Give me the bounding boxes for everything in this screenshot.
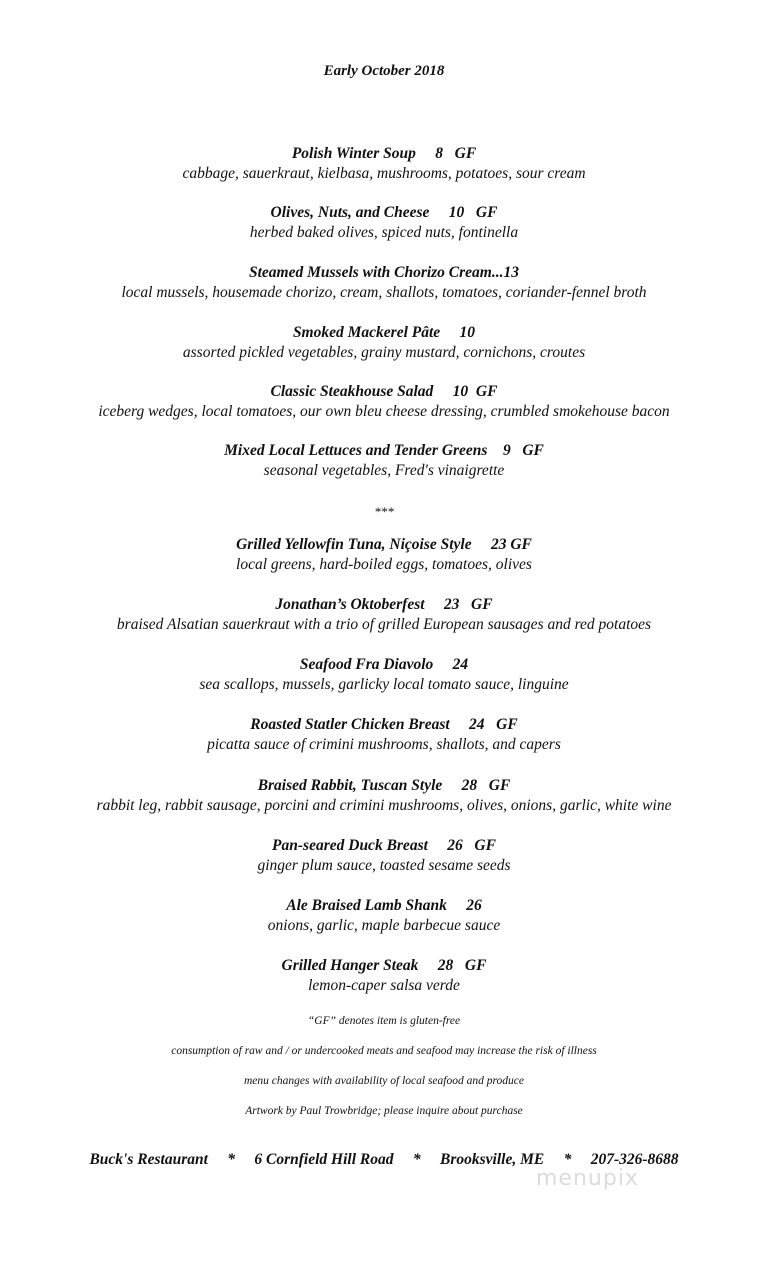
item-title: Polish Winter Soup 8 GF (291, 145, 477, 162)
menu-item (0, 956, 768, 996)
item-description: lemon-caper salsa verde (308, 977, 460, 994)
health-warning-note: consumption of raw and / or undercooked meats and seafood may increase the risk of illness (171, 1045, 597, 1057)
item-description: iceberg wedges, local tomatoes, our own bleu cheese dressing, crumbled smokehouse bacon (98, 403, 670, 420)
item-description: cabbage, sauerkraut, kielbasa, mushrooms, potatoes, sour cream (182, 165, 586, 182)
item-title: Jonathan’s Oktoberfest 23 GF (275, 596, 493, 613)
menu-item (0, 441, 768, 481)
item-title: Steamed Mussels with Chorizo Cream...13 (248, 264, 519, 281)
item-description: rabbit leg, rabbit sausage, porcini and crimini mushrooms, olives, onions, garlic, white wine (96, 797, 672, 814)
item-description: picatta sauce of crimini mushrooms, shallots, and capers (207, 736, 561, 753)
item-description: assorted pickled vegetables, grainy mustard, cornichons, croutes (182, 344, 586, 361)
menu-item (0, 382, 768, 422)
item-description: onions, garlic, maple barbecue sauce (267, 917, 501, 934)
item-title: Grilled Hanger Steak 28 GF (281, 957, 487, 974)
item-description: sea scallops, mussels, garlicky local tomato sauce, linguine (199, 676, 569, 693)
menu-item (0, 595, 768, 635)
menu-item (0, 203, 768, 243)
menu-heading: Early October 2018 (323, 63, 445, 79)
section-separator: *** (374, 504, 394, 519)
item-description: braised Alsatian sauerkraut with a trio of grilled European sausages and red potatoes (116, 616, 652, 633)
menu-item (0, 715, 768, 755)
item-title: Smoked Mackerel Pâte 10 (292, 324, 476, 341)
item-description: seasonal vegetables, Fred's vinaigrette (263, 462, 505, 479)
item-title: Seafood Fra Diavolo 24 (299, 656, 469, 673)
menu-item (0, 836, 768, 876)
item-description: ginger plum sauce, toasted sesame seeds (257, 857, 511, 874)
item-title: Roasted Statler Chicken Breast 24 GF (250, 716, 518, 733)
item-title: Classic Steakhouse Salad 10 GF (270, 383, 498, 400)
menu-item (0, 535, 768, 575)
item-title: Ale Braised Lamb Shank 26 (286, 897, 482, 914)
item-description: local greens, hard-boiled eggs, tomatoes, olives (236, 556, 532, 573)
menu-item (0, 144, 768, 184)
item-title: Olives, Nuts, and Cheese 10 GF (270, 204, 498, 221)
menu-item (0, 896, 768, 936)
gluten-free-note: “GF” denotes item is gluten-free (307, 1015, 461, 1027)
menu-changes-note: menu changes with availability of local seafood and produce (243, 1075, 524, 1087)
menu-item (0, 263, 768, 303)
menu-item (0, 776, 768, 816)
artwork-note: Artwork by Paul Trowbridge; please inquire about purchase (245, 1105, 523, 1117)
item-title: Braised Rabbit, Tuscan Style 28 GF (257, 777, 511, 794)
menu-item (0, 323, 768, 363)
item-description: herbed baked olives, spiced nuts, fontinella (249, 224, 519, 241)
menu-item (0, 655, 768, 695)
restaurant-footer: Buck's Restaurant * 6 Cornfield Hill Road * Brooksville, ME * 207-326-8688 (89, 1151, 679, 1168)
watermark-logo: menupix (536, 1166, 639, 1191)
item-description: local mussels, housemade chorizo, cream, shallots, tomatoes, coriander-fennel broth (121, 284, 647, 301)
item-title: Grilled Yellowfin Tuna, Niçoise Style 23 GF (236, 536, 532, 553)
item-title: Mixed Local Lettuces and Tender Greens 9 GF (224, 442, 544, 459)
item-title: Pan-seared Duck Breast 26 GF (272, 837, 496, 854)
